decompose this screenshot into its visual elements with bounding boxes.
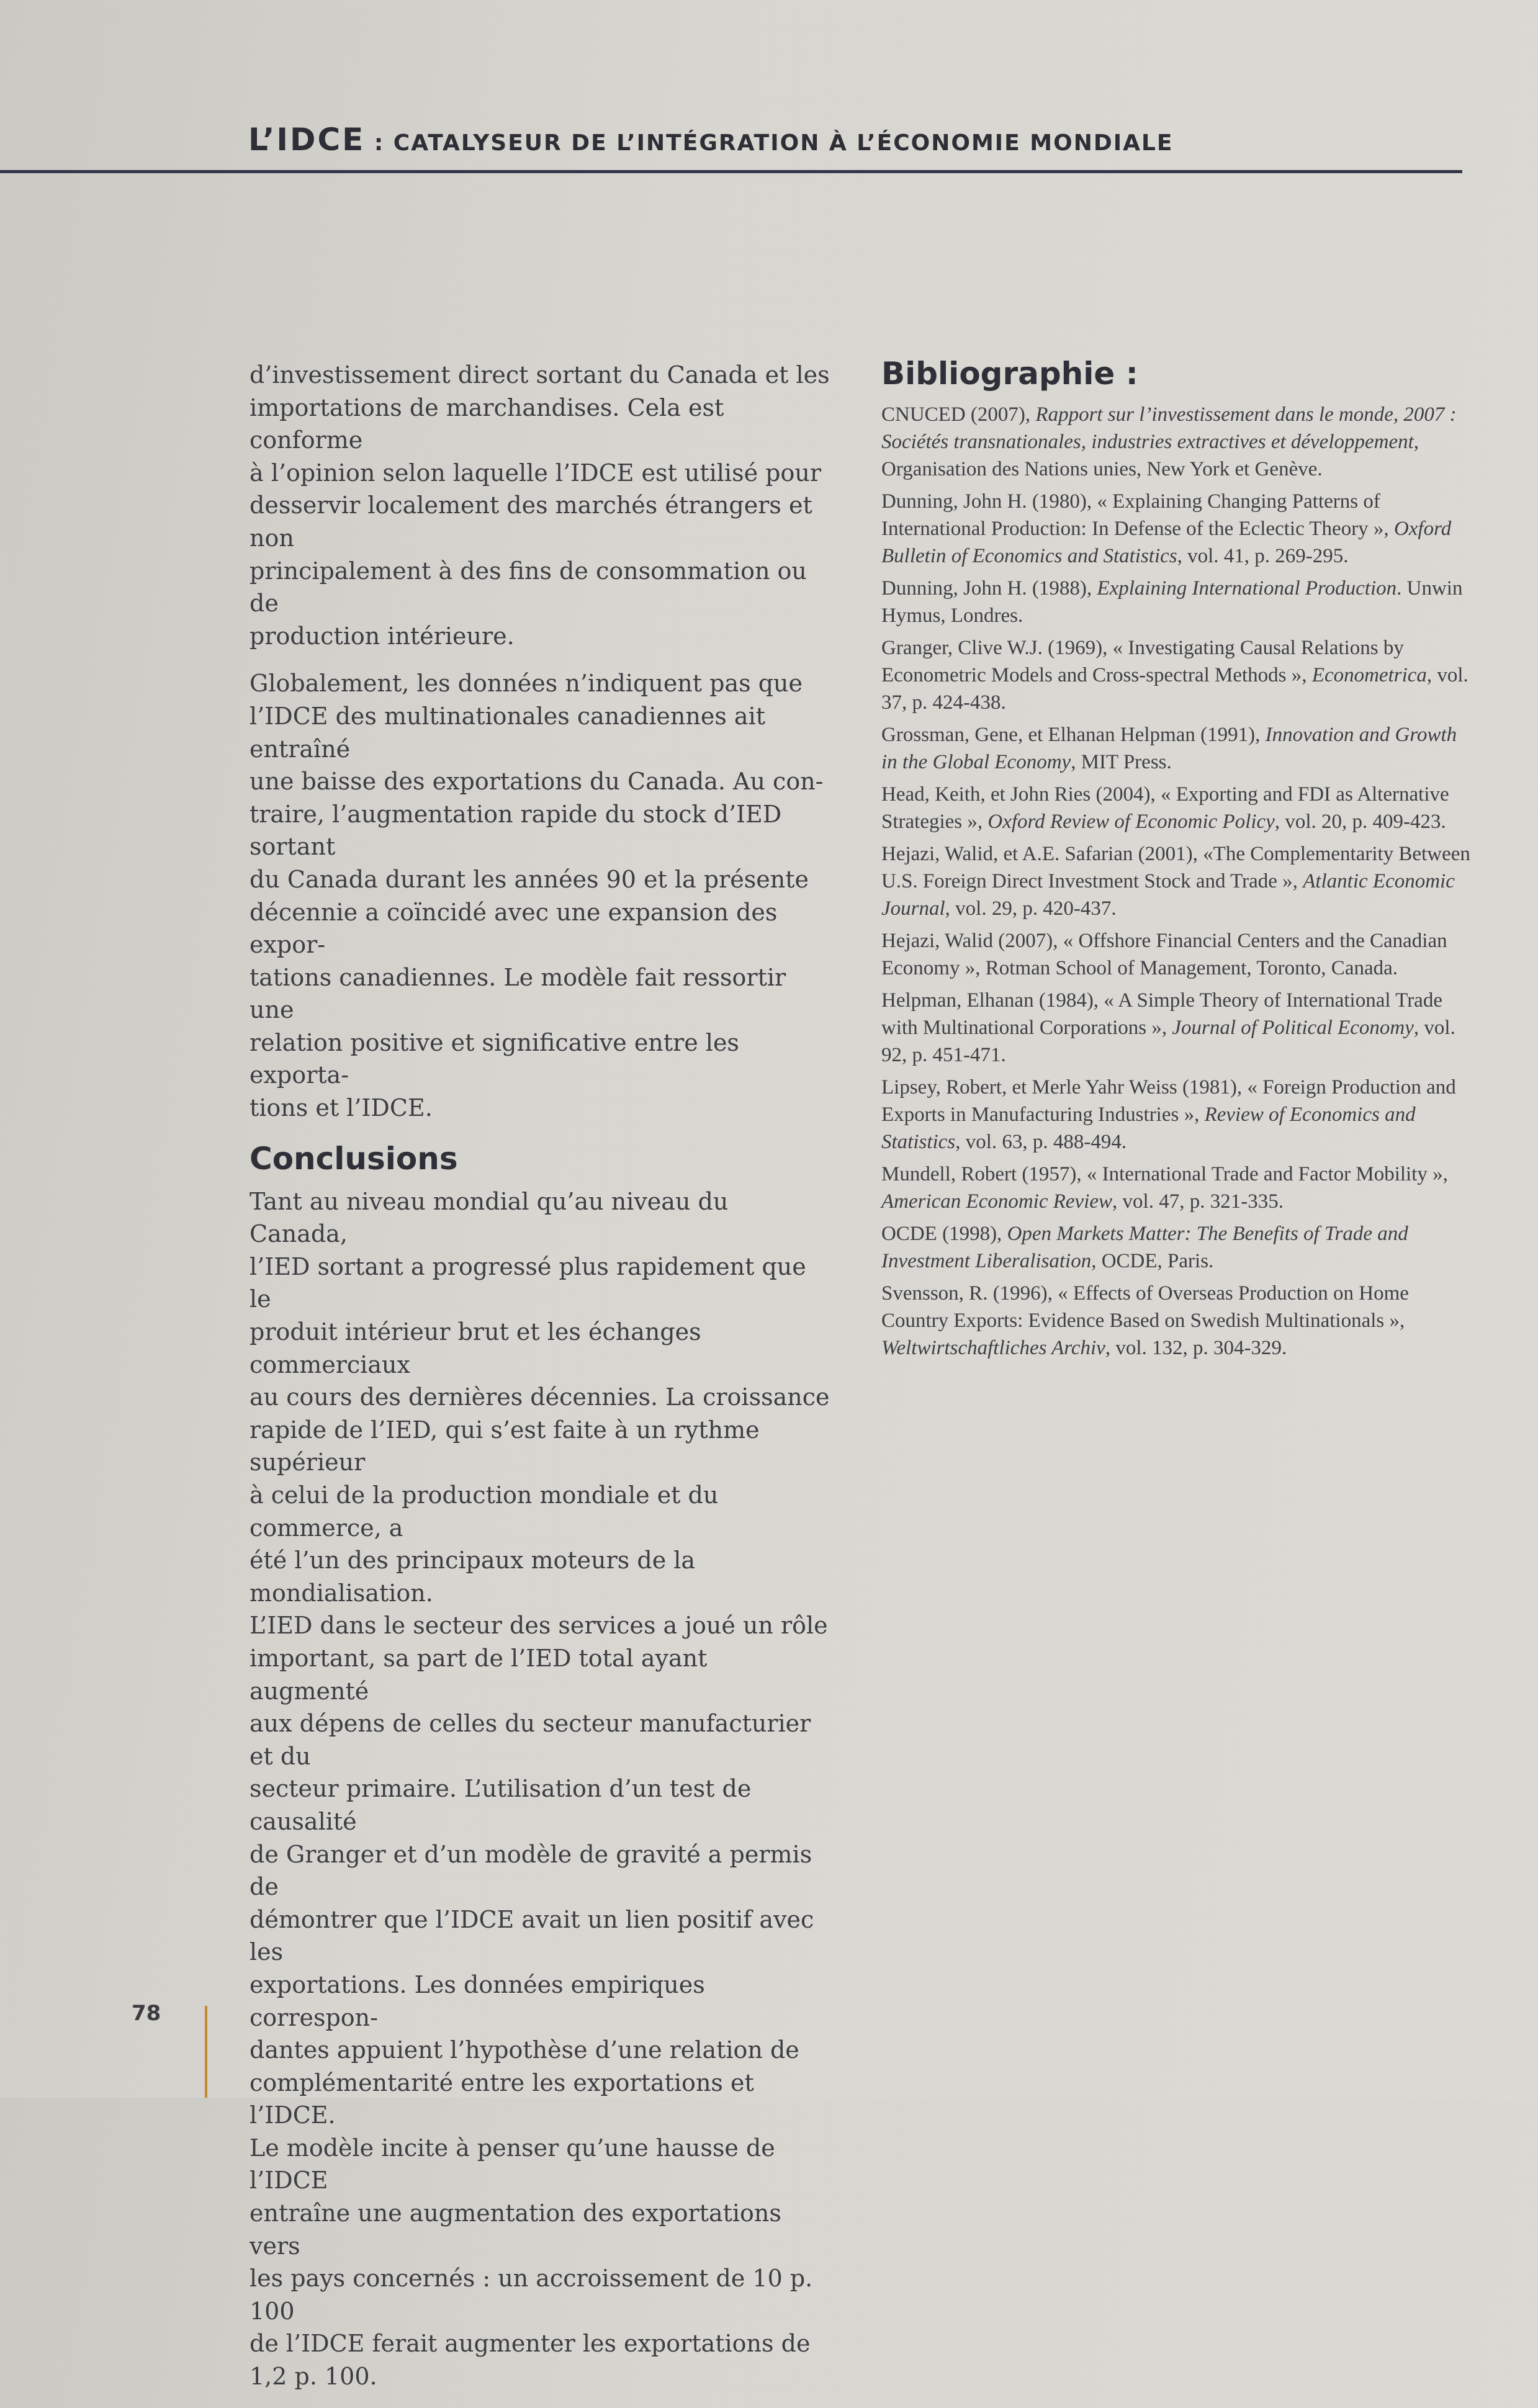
ref-text: OCDE (1998), xyxy=(881,1223,1007,1245)
ref-text: Lipsey, Robert, et Merle Yahr Weiss (1981), « Foreign Production and Exports in Manufacturing Industries », xyxy=(881,1076,1456,1126)
ref-title: Open Markets Matter: The Benefits of Trade and Investment Liberalisation xyxy=(881,1223,1408,1272)
bibliography-entry xyxy=(881,1074,1477,1156)
ref-title: Rapport sur l’investissement dans le monde, 2007 : Sociétés transnationales, industries extractives et développement xyxy=(881,403,1457,453)
ref-title: Journal of Political Economy xyxy=(1172,1017,1414,1039)
ref-text: , vol. 37, p. 424-438. xyxy=(881,664,1468,714)
ref-text: Dunning, John H. (1980), « Explaining Changing Patterns of International Production: In Defense of the Eclectic Theory », xyxy=(881,490,1394,540)
ref-title: Weltwirtschaftliches Archiv xyxy=(881,1337,1105,1359)
ref-title: Explaining International Production xyxy=(1097,577,1397,600)
ref-text: Mundell, Robert (1957), « International Trade and Factor Mobility », xyxy=(881,1163,1448,1185)
ref-text: , Organisation des Nations unies, New York et Genève. xyxy=(881,431,1419,480)
conclusions-heading: Conclusions xyxy=(250,1140,458,1177)
bibliography-heading: Bibliographie : xyxy=(881,356,1138,392)
header-title-rest: CATALYSEUR DE L’INTÉGRATION À L’ÉCONOMIE MONDIALE xyxy=(393,130,1174,156)
bibliography-entry xyxy=(881,1280,1477,1362)
ref-text: , vol. 47, p. 321-335. xyxy=(1112,1190,1284,1213)
bibliography-list xyxy=(881,401,1477,1362)
bibliography-entry xyxy=(881,927,1477,982)
ref-title: Econometrica xyxy=(1311,664,1427,686)
conclusions-paragraph: Tant au niveau mondial qu’au niveau du Canada, l’IED sortant a progressé plus rapidement que le produit intérieur brut et les échanges commerciaux au cours des dernières décennies. La croissance rapide de l’IED, qui s’est faite à un rythme supérieur à celui de la production mondiale et du commerce, a été l’un des principaux moteurs de la mondialisation. L’IED dans le secteur des services a joué un rôle important, sa part de l’IED total ayant augmenté aux dépens de celles du secteur manufacturier et du secteur primaire. L’utilisation d’un test de causalité de Granger et d’un modèle de gravité a permis de démontrer que l’IDCE avait un lien positif avec les exportations. Les données empiriques correspon- dantes appuient l’hypothèse d’une relation de complémentarité entre les exportations et l’IDCE. Le modèle incite à penser qu’une hausse de l’IDCE entraîne une augmentation des exportations vers les pays concernés : un accroissement de 10 p. 100 de l’IDCE ferait augmenter les exportations de 1,2 p. 100. xyxy=(250,1187,830,2391)
ref-text: Hejazi, Walid (2007), « Offshore Financial Centers and the Canadian Economy », Rotman School of Management, Toronto, Canada. xyxy=(881,930,1447,979)
ref-text: Grossman, Gene, et Elhanan Helpman (1991), xyxy=(881,724,1266,746)
ref-text: Dunning, John H. (1988), xyxy=(881,577,1097,600)
ref-title: Review of Economics and Statistics xyxy=(881,1103,1416,1153)
running-header xyxy=(248,122,1490,158)
ref-text: Granger, Clive W.J. (1969), « Investigating Causal Relations by Econometric Models and Cross-spectral Methods », xyxy=(881,637,1404,686)
ref-text: Head, Keith, et John Ries (2004), « Exporting and FDI as Alternative Strategies », xyxy=(881,783,1449,833)
ref-title: Atlantic Economic Journal xyxy=(881,870,1455,920)
bibliography-entry xyxy=(881,987,1477,1069)
header-rule xyxy=(0,170,1462,173)
bibliography-entry xyxy=(881,781,1477,835)
ref-text: . Unwin Hymus, Londres. xyxy=(881,577,1463,627)
ref-text: , MIT Press. xyxy=(1071,751,1172,773)
bibliography-entry xyxy=(881,1161,1477,1215)
body-paragraph: Globalement, les données n’indiquent pas que l’IDCE des multinationales canadiennes ait entraîné une baisse des exportations du Canada. Au con- traire, l’augmentation rapide du stock d’IED sortant du Canada durant les années 90 et la présente décennie a coïncidé avec une expansion des expor- tations canadiennes. Le modèle fait ressortir une relation positive et significative entre les exporta- tions et l’IDCE. xyxy=(250,670,824,1122)
ref-title: Oxford Review of Economic Policy xyxy=(987,811,1275,833)
bibliography-entry xyxy=(881,488,1477,570)
ref-title: Oxford Bulletin of Economics and Statistics xyxy=(881,518,1452,567)
header-title-main: L’IDCE xyxy=(248,122,366,158)
ref-text: , OCDE, Paris. xyxy=(1091,1250,1214,1272)
ref-text: , vol. 132, p. 304-329. xyxy=(1105,1337,1287,1359)
bibliography-entry xyxy=(881,721,1477,776)
ref-text: , vol. 41, p. 269-295. xyxy=(1177,545,1349,567)
ref-text: Svensson, R. (1996), « Effects of Overseas Production on Home Country Exports: Evidence Based on Swedish Multinationals », xyxy=(881,1282,1409,1332)
body-paragraph: d’investissement direct sortant du Canada et les importations de marchandises. Cela est conforme à l’opinion selon laquelle l’IDCE est utilisé pour desservir localement des marchés étrangers et non principalement à des fins de consommation ou de production intérieure. xyxy=(250,361,830,650)
bibliography-column xyxy=(881,355,1477,1367)
ref-text: , vol. 92, p. 451-471. xyxy=(881,1017,1455,1066)
ref-title: American Economic Review xyxy=(881,1190,1113,1213)
page-number-bar xyxy=(205,2006,207,2098)
bibliography-entry xyxy=(881,840,1477,922)
ref-text: Helpman, Elhanan (1984), « A Simple Theory of International Trade with Multinational Corporations », xyxy=(881,989,1442,1039)
ref-text: , vol. 20, p. 409-423. xyxy=(1274,811,1446,833)
left-column xyxy=(250,359,833,2408)
ref-text: Hejazi, Walid, et A.E. Safarian (2001), «The Complementarity Between U.S. Foreign Direct Investment Stock and Trade », xyxy=(881,843,1470,892)
page-number: 78 xyxy=(132,2001,161,2026)
ref-title: Innovation and Growth in the Global Economy xyxy=(881,724,1457,773)
bibliography-entry xyxy=(881,634,1477,716)
bibliography-entry xyxy=(881,401,1477,483)
bibliography-entry xyxy=(881,1220,1477,1275)
ref-text: CNUCED (2007), xyxy=(881,403,1036,426)
ref-text: , vol. 29, p. 420-437. xyxy=(945,897,1117,920)
ref-text: , vol. 63, p. 488-494. xyxy=(955,1131,1127,1153)
bibliography-entry xyxy=(881,575,1477,629)
header-separator: : xyxy=(365,130,393,156)
